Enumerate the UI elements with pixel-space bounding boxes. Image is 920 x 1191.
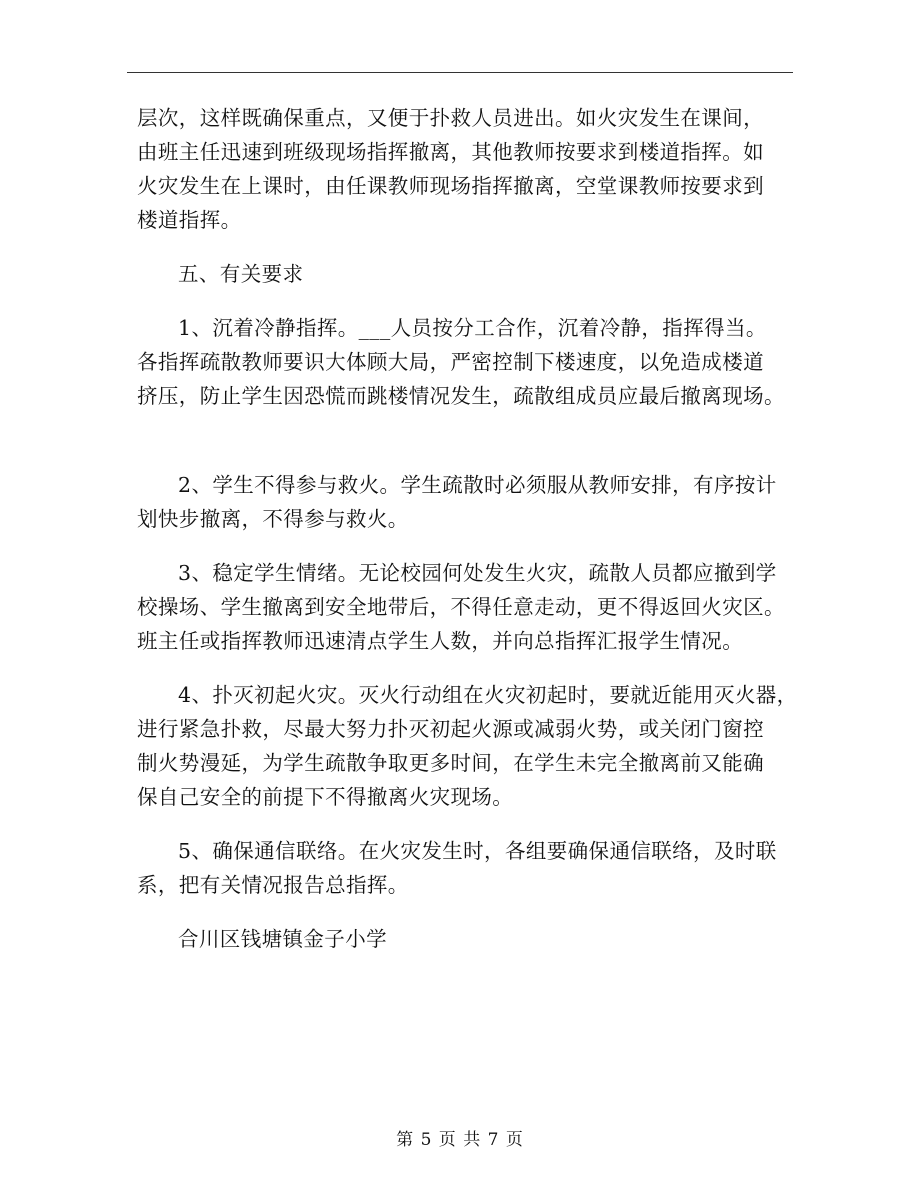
text-line: 火灾发生在上课时，由任课教师现场指挥撤离，空堂课教师按要求到 <box>137 174 764 198</box>
section-five-heading: 五、有关要求 <box>178 262 304 286</box>
text-line: 校操场、学生撤离到安全地带后，不得任意走动，更不得返回火灾区。 <box>137 595 785 619</box>
document-body <box>137 101 798 956</box>
text-line: 4、扑灭初起火灾。灭火行动组在火灾初起时，要就近能用灭火器， <box>178 683 798 707</box>
text-line: 制火势漫延，为学生疏散争取更多时间，在学生未完全撤离前又能确 <box>137 751 764 775</box>
text-line: 3、稳定学生情绪。无论校园何处发生火灾，疏散人员都应撤到学 <box>178 561 777 585</box>
text-line: 保自己安全的前提下不得撤离火灾现场。 <box>137 785 514 809</box>
text-line: 2、学生不得参与救火。学生疏散时必须服从教师安排，有序按计 <box>178 473 777 497</box>
signature-block <box>137 922 787 956</box>
paragraph-item-4 <box>137 678 798 814</box>
text-line: 层次，这样既确保重点，又便于扑救人员进出。如火灾发生在课间， <box>137 106 764 130</box>
paragraph-intro <box>137 101 787 237</box>
text-line: 划快步撤离，不得参与救火。 <box>137 507 409 531</box>
text-line: 1、沉着冷静指挥。___人员按分工合作，沉着冷静，指挥得当。 <box>178 316 767 340</box>
paragraph-item-5 <box>137 834 787 902</box>
page-number-footer: 第 5 页 共 7 页 <box>396 1130 524 1150</box>
section-heading <box>137 257 787 291</box>
paragraph-item-3 <box>137 556 787 658</box>
text-line: 挤压，防止学生因恐慌而跳楼情况发生，疏散组成员应最后撤离现场。 <box>137 384 785 408</box>
text-line: 由班主任迅速到班级现场指挥撤离，其他教师按要求到楼道指挥。如 <box>137 140 764 164</box>
header-rule <box>127 72 793 73</box>
school-signature: 合川区钱塘镇金子小学 <box>178 927 387 951</box>
paragraph-item-1 <box>137 311 787 413</box>
text-line: 5、确保通信联络。在火灾发生时，各组要确保通信联络，及时联 <box>178 839 777 863</box>
paragraph-item-2 <box>137 468 787 536</box>
text-line: 各指挥疏散教师要识大体顾大局，严密控制下楼速度，以免造成楼道 <box>137 350 764 374</box>
text-line: 楼道指挥。 <box>137 208 242 232</box>
text-line: 班主任或指挥教师迅速清点学生人数，并向总指挥汇报学生情况。 <box>137 629 744 653</box>
text-line: 进行紧急扑救，尽最大努力扑灭初起火源或减弱火势，或关闭门窗控 <box>137 717 764 741</box>
text-line: 系，把有关情况报告总指挥。 <box>137 873 409 897</box>
